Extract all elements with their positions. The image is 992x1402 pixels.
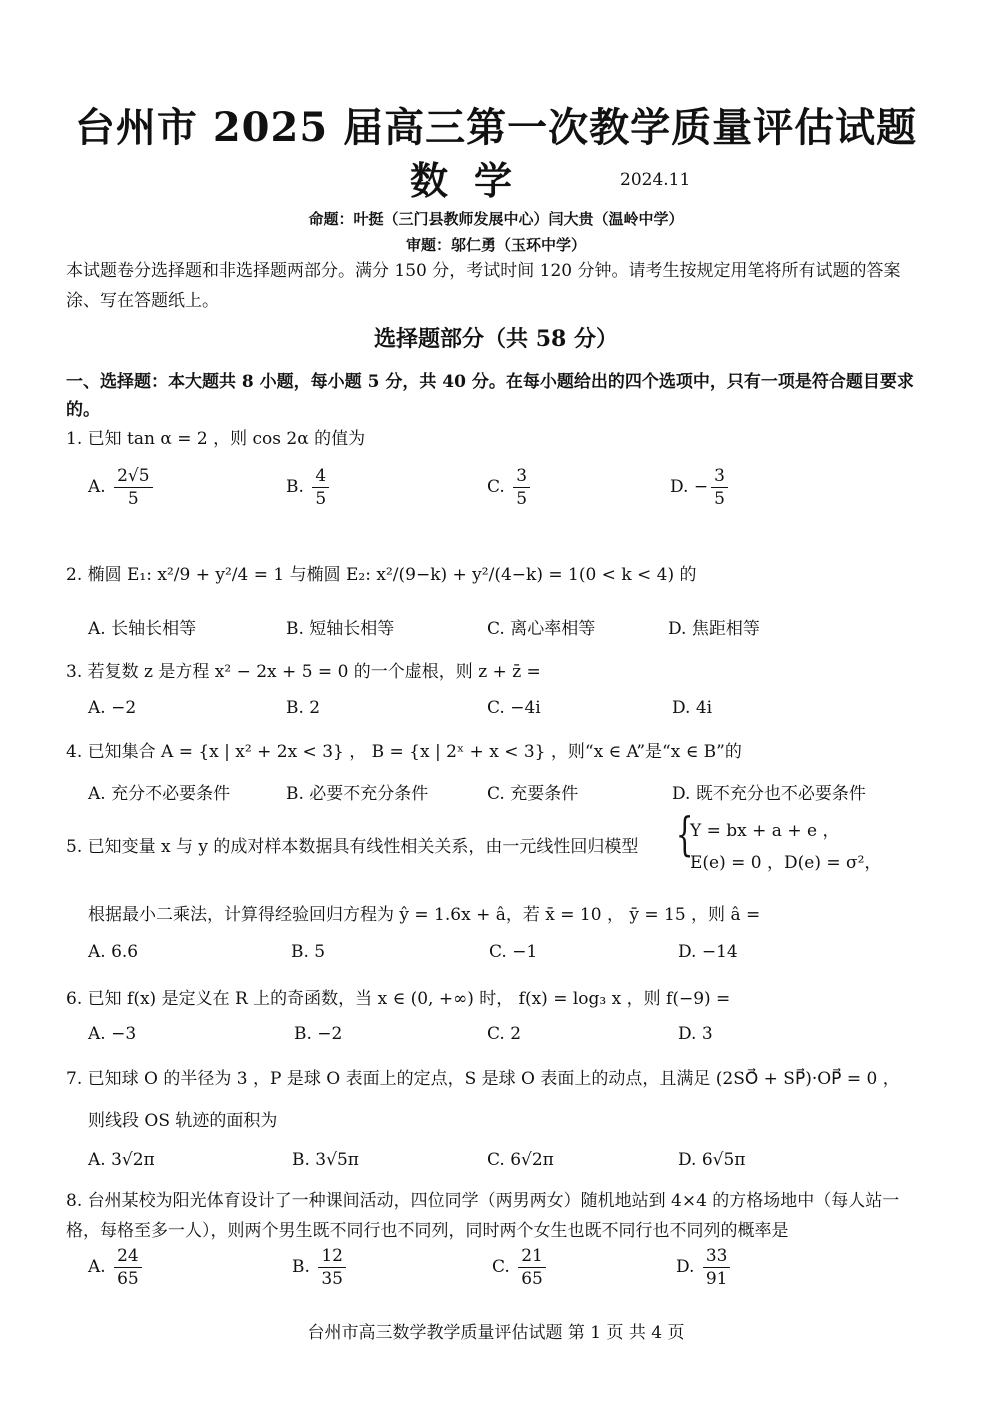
question-4-option-d: D. 既不充分也不必要条件 xyxy=(672,784,866,804)
question-5-stem-continued: 根据最小二乘法，计算得经验回归方程为 ŷ = 1.6x + â，若 x̄ = 10 ， ȳ = 15 ，则 â = xyxy=(88,905,761,925)
question-8-option-d: D. $\frac{33}{91}$ xyxy=(676,1246,733,1289)
question-5-model-line1: Y = bx + a + e ， xyxy=(690,821,840,841)
question-3-option-c: C. −4i xyxy=(487,698,541,718)
question-3-stem: 3. 若复数 z 是方程 x² − 2x + 5 = 0 的一个虚根，则 z + z̄ = xyxy=(66,662,541,682)
question-6-stem: 6. 已知 f(x) 是定义在 R 上的奇函数，当 x ∈ (0, +∞) 时， f(x) = log₃ x ，则 f(−9) = xyxy=(66,989,731,1009)
reviewer-line: 审题：邬仁勇（玉环中学） xyxy=(405,236,586,254)
question-2-stem: 2. 椭圆 E₁: x²/9 + y²/4 = 1 与椭圆 E₂: x²/(9−k) + y²/(4−k) = 1(0 < k < 4) 的 xyxy=(66,565,697,585)
page-title: 台州市 2025 届高三第一次教学质量评估试题 xyxy=(74,104,918,151)
question-2-option-a: A. 长轴长相等 xyxy=(88,619,197,639)
question-6-option-d: D. 3 xyxy=(678,1024,713,1044)
question-1-option-c: C. $\frac{3}{5}$ xyxy=(487,466,533,509)
question-3-option-a: A. −2 xyxy=(88,698,137,718)
question-7-option-b: B. 3√5π xyxy=(292,1150,359,1170)
question-5-stem: 5. 已知变量 x 与 y 的成对样本数据具有线性相关关系，由一元线性回归模型 xyxy=(66,837,639,857)
question-5-model-line2: E(e) = 0 ，D(e) = σ²， xyxy=(690,853,882,873)
question-8-stem: 8. 台州某校为阳光体育设计了一种课间活动，四位同学（两男两女）随机地站到 4×4 的方格场地中（每人站一格，每格至多一人），则两个男生既不同行也不同列，同时两个女生也既不同行也不同列的概率是 xyxy=(66,1191,900,1241)
question-7-option-a: A. 3√2π xyxy=(88,1150,155,1170)
question-4-option-a: A. 充分不必要条件 xyxy=(88,784,231,804)
question-7-option-c: C. 6√2π xyxy=(487,1150,554,1170)
question-2-option-b: B. 短轴长相等 xyxy=(286,619,395,639)
question-4-option-b: B. 必要不充分条件 xyxy=(286,784,429,804)
question-6-option-a: A. −3 xyxy=(88,1024,137,1044)
question-5-option-a: A. 6.6 xyxy=(88,942,139,962)
question-4-stem: 4. 已知集合 A = {x | x² + 2x < 3} ， B = {x | 2ˣ + x < 3} ，则“x ∈ A”是“x ∈ B”的 xyxy=(66,742,742,762)
exam-date: 2024.11 xyxy=(620,170,691,190)
question-8-option-c: C. $\frac{21}{65}$ xyxy=(492,1246,549,1289)
question-7-stem: 7. 已知球 O 的半径为 3 ，P 是球 O 表面上的定点，S 是球 O 表面上的动点，且满足 (2SO⃗ + SP⃗)·OP⃗ = 0 ， xyxy=(66,1069,900,1089)
question-7-stem-continued: 则线段 OS 轨迹的面积为 xyxy=(88,1111,278,1131)
part-one-instructions: 一、选择题：本大题共 8 小题，每小题 5 分，共 40 分。在每小题给出的四个选项中，只有一项是符合题目要求的。 xyxy=(66,372,914,420)
question-4-option-c: C. 充要条件 xyxy=(487,784,579,804)
subject-title: 数学 xyxy=(410,158,539,203)
question-2-option-c: C. 离心率相等 xyxy=(487,619,596,639)
question-3-option-b: B. 2 xyxy=(286,698,321,718)
section-title: 选择题部分（共 58 分） xyxy=(374,326,618,352)
question-1-option-b: B. $\frac{4}{5}$ xyxy=(286,466,332,509)
page-footer: 台州市高三数学教学质量评估试题 第 1 页 共 4 页 xyxy=(307,1323,685,1343)
question-5-option-c: C. −1 xyxy=(489,942,538,962)
question-7-option-d: D. 6√5π xyxy=(678,1150,746,1170)
question-1-option-a: A. $\frac{2√5}{5}$ xyxy=(88,466,156,509)
intro-text: 本试题卷分选择题和非选择题两部分。满分 150 分，考试时间 120 分钟。请考生按规定用笔将所有试题的答案涂、写在答题纸上。 xyxy=(66,261,901,311)
question-1-stem: 1. 已知 tan α = 2 ，则 cos 2α 的值为 xyxy=(66,429,366,449)
authors-line: 命题：叶挺（三门县教师发展中心）闫大贵（温岭中学） xyxy=(308,210,684,228)
question-8-option-b: B. $\frac{12}{35}$ xyxy=(292,1246,349,1289)
question-5-option-b: B. 5 xyxy=(291,942,326,962)
question-2-option-d: D. 焦距相等 xyxy=(668,619,760,639)
question-1-option-d: D. − $\frac{3}{5}$ xyxy=(670,466,731,509)
question-6-option-c: C. 2 xyxy=(487,1024,522,1044)
question-5-option-d: D. −14 xyxy=(678,942,738,962)
question-5-brace: { xyxy=(675,807,694,861)
question-6-option-b: B. −2 xyxy=(294,1024,343,1044)
question-8-option-a: A. $\frac{24}{65}$ xyxy=(88,1246,145,1289)
question-3-option-d: D. 4i xyxy=(672,698,713,718)
